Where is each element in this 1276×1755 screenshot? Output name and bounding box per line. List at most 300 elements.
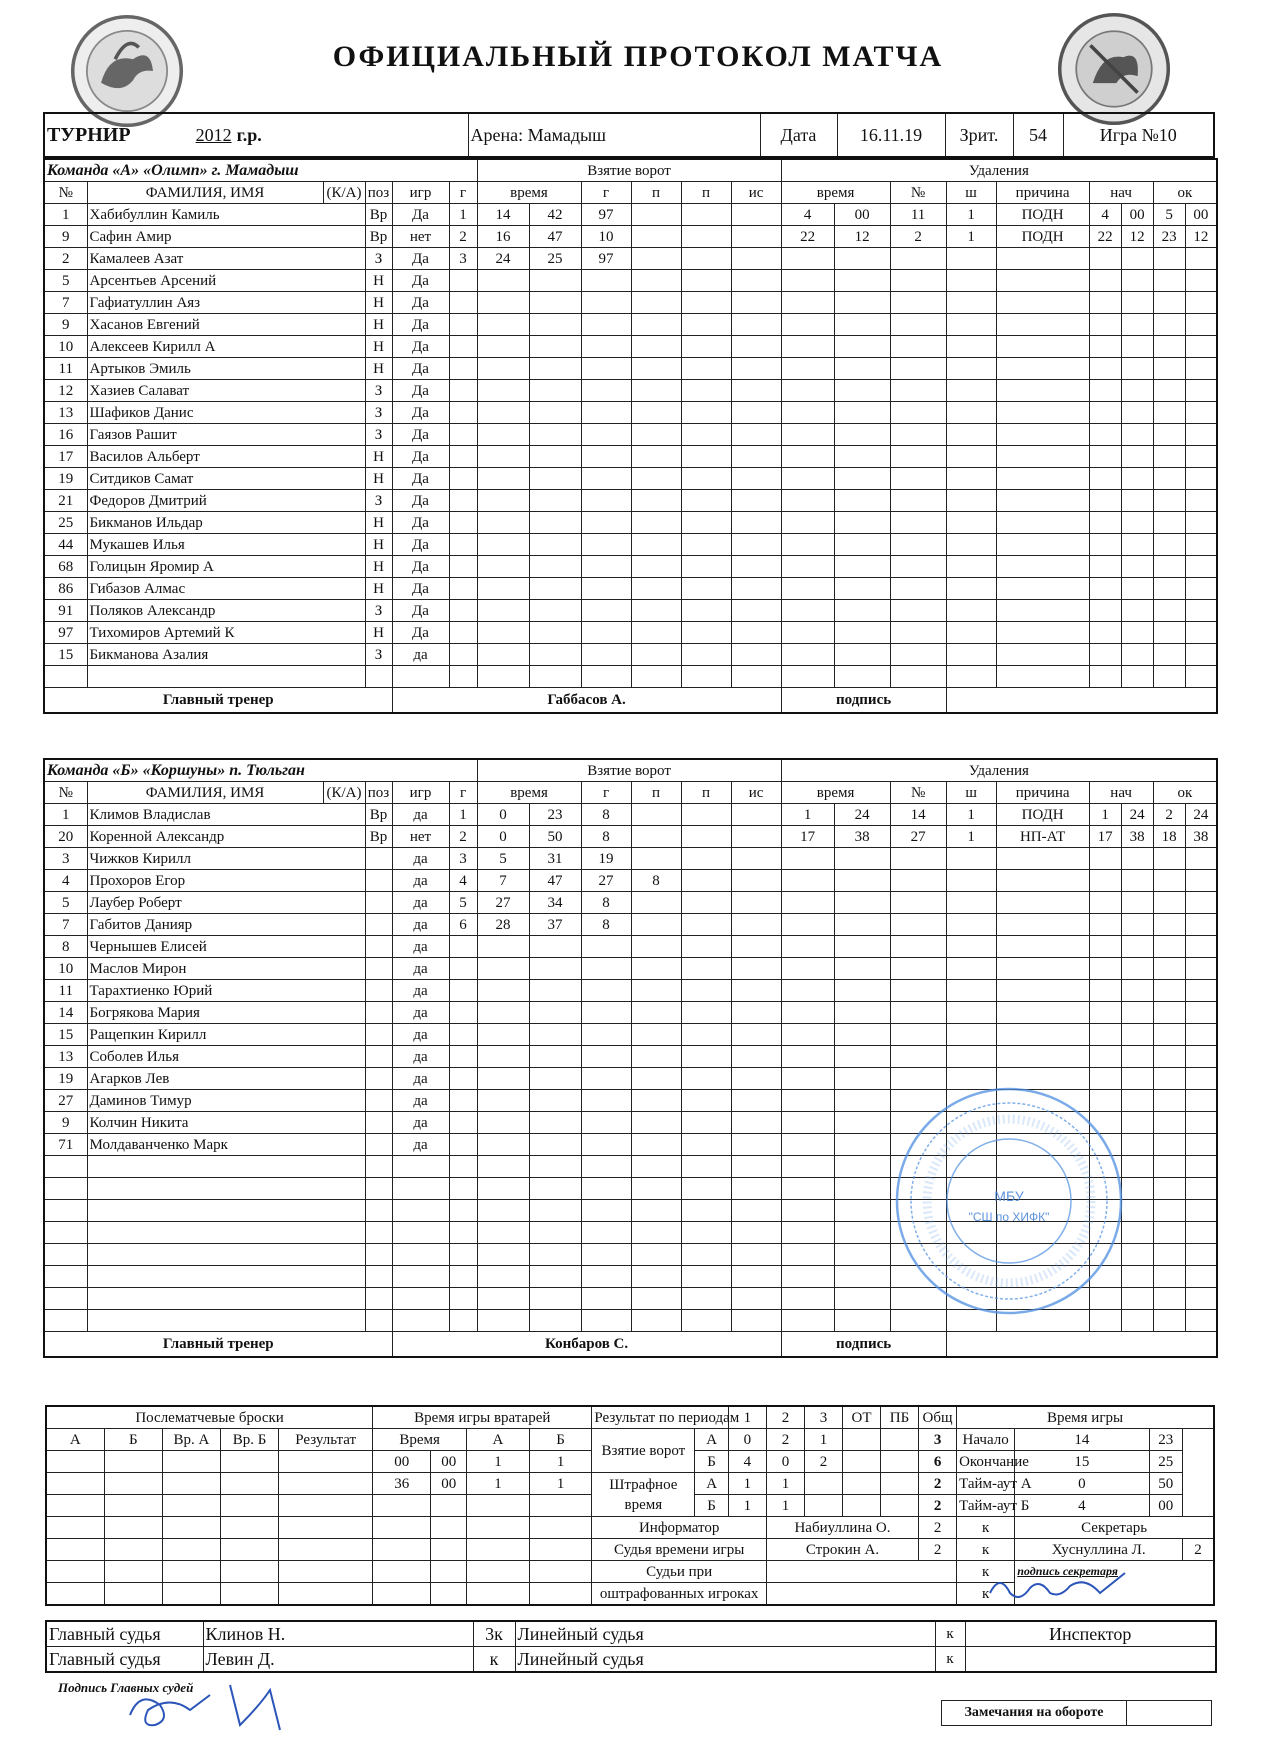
goal-second	[529, 1046, 581, 1068]
shootout-cell	[162, 1495, 220, 1517]
player-number	[44, 666, 87, 688]
main-referee-label-2: Главный судья	[46, 1647, 203, 1673]
goal-second	[529, 380, 581, 402]
shootout-cell	[162, 1473, 220, 1495]
penalty-reason	[996, 666, 1089, 688]
player-played: Да	[392, 204, 449, 226]
player-played: да	[392, 1046, 449, 1068]
goal-situation	[731, 622, 781, 644]
penalty-end-sec	[1185, 848, 1217, 870]
player-played: Да	[392, 622, 449, 644]
goal-second	[529, 666, 581, 688]
goal-assist-1	[631, 534, 681, 556]
player-name: Тарахтиенко Юрий	[87, 980, 365, 1002]
penalty-second	[834, 424, 890, 446]
penalty-end-sec	[1185, 402, 1217, 424]
penalty-start-min	[1089, 534, 1121, 556]
penalty-second	[834, 870, 890, 892]
penalty-end-min	[1153, 358, 1185, 380]
shootout-cell	[104, 1473, 162, 1495]
goal-assist-2	[681, 826, 731, 848]
pim-a-period	[804, 1473, 842, 1495]
teamB-col-col_time: время	[477, 782, 581, 804]
teamA-row	[44, 248, 1217, 270]
penalty-reason	[996, 270, 1089, 292]
goal-scorer	[581, 1068, 631, 1090]
player-number: 9	[44, 226, 87, 248]
teamB-col-col_start: нач	[1089, 782, 1153, 804]
goal-scorer: 97	[581, 248, 631, 270]
player-name: Тихомиров Артемий К	[87, 622, 365, 644]
penalty-end-min	[1153, 848, 1185, 870]
goal-second: 31	[529, 848, 581, 870]
goalie-time-header: Время игры вратарей	[373, 1406, 592, 1429]
date-label: Дата	[760, 113, 837, 157]
goal-minute: 0	[477, 826, 529, 848]
penalty-player	[890, 534, 946, 556]
player-number	[44, 1200, 87, 1222]
penalty-player	[890, 1024, 946, 1046]
penalty-end-min	[1153, 1024, 1185, 1046]
teamB-coach-name: Конбаров С.	[392, 1332, 781, 1358]
goal-assist-2	[681, 1310, 731, 1332]
goal-second: 50	[529, 826, 581, 848]
goal-situation	[731, 512, 781, 534]
penalty-second	[834, 644, 890, 666]
player-name	[87, 1222, 365, 1244]
penalty-start-sec	[1121, 848, 1153, 870]
goal-minute	[477, 1222, 529, 1244]
goal-second	[529, 424, 581, 446]
goal-minute: 14	[477, 204, 529, 226]
penalty-end-sec	[1185, 980, 1217, 1002]
penalty-end-sec	[1185, 424, 1217, 446]
penalty-minutes	[946, 870, 996, 892]
goal-minute	[477, 336, 529, 358]
penalty-reason	[996, 292, 1089, 314]
player-name	[87, 1266, 365, 1288]
teamA-col-col_no: №	[44, 182, 87, 204]
goal-minute	[477, 512, 529, 534]
goal-scorer: 27	[581, 870, 631, 892]
penalty-start-min	[1089, 870, 1121, 892]
teamB-signature-value	[946, 1332, 1217, 1358]
penalty-start-min	[1089, 1002, 1121, 1024]
player-position: Н	[365, 336, 392, 358]
goal-second: 37	[529, 914, 581, 936]
penalty-minutes	[946, 534, 996, 556]
player-played: Да	[392, 534, 449, 556]
player-number: 19	[44, 1068, 87, 1090]
penalty-second	[834, 1112, 890, 1134]
penalty-end-sec	[1185, 578, 1217, 600]
player-number: 15	[44, 644, 87, 666]
penalty-end-sec	[1185, 248, 1217, 270]
goal-scorer	[581, 1156, 631, 1178]
goal-situation	[731, 204, 781, 226]
goal-number	[449, 644, 477, 666]
goal-assist-1	[631, 1288, 681, 1310]
penalty-second	[834, 914, 890, 936]
goal-assist-1	[631, 892, 681, 914]
teamB-penalties-header: Удаления	[781, 759, 1217, 782]
penalty-start-min	[1089, 248, 1121, 270]
player-played: да	[392, 914, 449, 936]
penalty-end-min	[1153, 1090, 1185, 1112]
penalty-end-sec	[1185, 666, 1217, 688]
shootout-cell	[162, 1561, 220, 1583]
goal-minute	[477, 1156, 529, 1178]
penalty-minute	[781, 490, 834, 512]
penalty-minute	[781, 914, 834, 936]
goals-label: Взятие ворот	[592, 1429, 695, 1473]
goal-assist-2	[681, 446, 731, 468]
goal-number	[449, 936, 477, 958]
goal-scorer	[581, 1244, 631, 1266]
penalty-minutes	[946, 1046, 996, 1068]
goal-assist-1	[631, 958, 681, 980]
penalty-second	[834, 512, 890, 534]
spectators-label: Зрит.	[945, 113, 1013, 157]
player-number: 19	[44, 468, 87, 490]
shootout-cell	[221, 1495, 279, 1517]
penalty-end-sec	[1185, 1024, 1217, 1046]
player-played: нет	[392, 826, 449, 848]
penalty-start-min	[1089, 446, 1121, 468]
penalty-end-min	[1153, 600, 1185, 622]
goalie-b	[529, 1517, 592, 1539]
player-played: да	[392, 870, 449, 892]
penalty-start-min	[1089, 622, 1121, 644]
goal-situation	[731, 226, 781, 248]
goal-assist-2	[681, 270, 731, 292]
penalty-start-sec	[1121, 870, 1153, 892]
goal-number	[449, 270, 477, 292]
goal-assist-2	[681, 578, 731, 600]
teamB-col-col_play: игр	[392, 782, 449, 804]
penalty-reason	[996, 556, 1089, 578]
player-number	[44, 1266, 87, 1288]
penalty-start-sec: 38	[1121, 826, 1153, 848]
penalty-end-sec	[1185, 314, 1217, 336]
goal-assist-2	[681, 848, 731, 870]
player-number: 1	[44, 204, 87, 226]
official-stamp	[893, 1085, 1125, 1317]
goal-situation	[731, 380, 781, 402]
penalty-end-min	[1153, 468, 1185, 490]
penalty-end-min	[1153, 892, 1185, 914]
penalty-start-sec	[1121, 358, 1153, 380]
goal-scorer	[581, 270, 631, 292]
player-position: Вр	[365, 826, 392, 848]
player-name: Габитов Данияр	[87, 914, 365, 936]
goal-assist-1	[631, 1244, 681, 1266]
player-name: Гафиатуллин Аяз	[87, 292, 365, 314]
period-1-header: 1	[728, 1406, 766, 1429]
shootout-cell	[162, 1451, 220, 1473]
goal-scorer	[581, 424, 631, 446]
goal-assist-2	[681, 358, 731, 380]
player-name	[87, 1200, 365, 1222]
penalty-minute	[781, 892, 834, 914]
penalty-reason	[996, 622, 1089, 644]
teamA-col-col_pen_no: №	[890, 182, 946, 204]
goal-minute	[477, 556, 529, 578]
goal-assist-2	[681, 424, 731, 446]
player-position	[365, 958, 392, 980]
secretary-sign-label: подпись секретаря	[1015, 1561, 1214, 1606]
goal-situation	[731, 270, 781, 292]
teamB-col-col_pos: поз	[365, 782, 392, 804]
penalty-end-min	[1153, 1266, 1185, 1288]
goal-second	[529, 1068, 581, 1090]
goal-scorer	[581, 1112, 631, 1134]
goal-minute	[477, 1178, 529, 1200]
penalty-judges-label-2: оштрафованных игроках	[592, 1583, 767, 1606]
player-position	[365, 1288, 392, 1310]
teamA-row	[44, 556, 1217, 578]
goal-minute	[477, 534, 529, 556]
shootout-col: А	[46, 1429, 104, 1451]
shootout-cell	[162, 1517, 220, 1539]
goal-second	[529, 358, 581, 380]
teamB-row	[44, 1046, 1217, 1068]
goal-assist-2	[681, 248, 731, 270]
penalty-player: 11	[890, 204, 946, 226]
penalty-minute	[781, 314, 834, 336]
goal-assist-2	[681, 1068, 731, 1090]
goalie-b	[529, 1539, 592, 1561]
penalty-end-sec	[1185, 1046, 1217, 1068]
player-position	[365, 1310, 392, 1332]
goal-situation	[731, 1310, 781, 1332]
player-number: 68	[44, 556, 87, 578]
goalie-a	[467, 1561, 530, 1583]
goal-assist-1	[631, 380, 681, 402]
goal-situation	[731, 1244, 781, 1266]
main-referee-1: Клинов Н.	[203, 1621, 473, 1647]
goal-assist-2	[681, 336, 731, 358]
pim-b-period: 1	[766, 1495, 804, 1517]
shootout-cell	[46, 1451, 104, 1473]
pim-b-period	[842, 1495, 880, 1517]
player-position: Н	[365, 446, 392, 468]
goal-situation	[731, 958, 781, 980]
player-number: 21	[44, 490, 87, 512]
teamA-col-col_g: г	[449, 182, 477, 204]
player-position: Н	[365, 270, 392, 292]
goal-scorer	[581, 1090, 631, 1112]
teamA-coach-label: Главный тренер	[44, 688, 392, 714]
goal-number	[449, 1112, 477, 1134]
teamA-coach-name: Габбасов А.	[392, 688, 781, 714]
goal-minute	[477, 1288, 529, 1310]
player-name: Агарков Лев	[87, 1068, 365, 1090]
goal-scorer	[581, 600, 631, 622]
teamA-col-col_end: ок	[1153, 182, 1217, 204]
goal-minute	[477, 1266, 529, 1288]
penalty-start-min	[1089, 490, 1121, 512]
penalty-second: 00	[834, 204, 890, 226]
teamA-row	[44, 380, 1217, 402]
end-hour: 15	[1015, 1451, 1149, 1473]
goal-scorer: 8	[581, 892, 631, 914]
teamB-title: Команда «Б» «Коршуны» п. Тюльган	[44, 759, 477, 782]
goals-b-period: 4	[728, 1451, 766, 1473]
player-played: да	[392, 644, 449, 666]
goal-scorer	[581, 666, 631, 688]
penalty-reason: ПОДН	[996, 804, 1089, 826]
penalty-end-sec	[1185, 270, 1217, 292]
penalty-second	[834, 1178, 890, 1200]
player-name: Мукашев Илья	[87, 534, 365, 556]
penalty-start-min	[1089, 644, 1121, 666]
shootout-header: Послематчевые броски	[46, 1406, 373, 1429]
goal-number	[449, 1068, 477, 1090]
player-played: да	[392, 848, 449, 870]
player-played: Да	[392, 270, 449, 292]
goal-scorer	[581, 380, 631, 402]
goal-assist-2	[681, 314, 731, 336]
pim-team-b: Б	[695, 1495, 729, 1517]
penalty-reason	[996, 534, 1089, 556]
penalty-end-min	[1153, 1134, 1185, 1156]
penalty-end-sec	[1185, 336, 1217, 358]
teamA-row	[44, 402, 1217, 424]
teamB-goals-header: Взятие ворот	[477, 759, 781, 782]
goal-minute	[477, 600, 529, 622]
penalty-minute	[781, 1068, 834, 1090]
goal-second	[529, 1178, 581, 1200]
player-name: Богрякова Мария	[87, 1002, 365, 1024]
stamp-center-1: МБУ	[994, 1188, 1024, 1204]
penalty-second	[834, 1068, 890, 1090]
penalty-start-min	[1089, 292, 1121, 314]
penalty-reason	[996, 578, 1089, 600]
penalty-reason	[996, 424, 1089, 446]
penalty-minute	[781, 936, 834, 958]
penalty-reason	[996, 358, 1089, 380]
goal-number: 2	[449, 826, 477, 848]
player-played	[392, 1222, 449, 1244]
player-position: Вр	[365, 804, 392, 826]
player-played: Да	[392, 512, 449, 534]
penalty-start-sec	[1121, 1266, 1153, 1288]
player-name: Чернышев Елисей	[87, 936, 365, 958]
goal-situation	[731, 358, 781, 380]
notes-box	[941, 1700, 1212, 1726]
player-played: Да	[392, 556, 449, 578]
penalty-end-min	[1153, 1068, 1185, 1090]
penalty-reason	[996, 1046, 1089, 1068]
goal-number	[449, 358, 477, 380]
penalty-player	[890, 848, 946, 870]
penalty-player	[890, 292, 946, 314]
penalty-reason	[996, 1002, 1089, 1024]
player-position	[365, 1046, 392, 1068]
goal-assist-1	[631, 578, 681, 600]
timekeeper-name: Строкин А.	[766, 1539, 918, 1561]
penalty-minutes	[946, 314, 996, 336]
penalty-judge-1-k: к	[957, 1561, 1015, 1583]
shootout-cell	[221, 1539, 279, 1561]
player-played: Да	[392, 578, 449, 600]
tournament-year-suffix: г.р.	[236, 125, 262, 145]
player-position: Н	[365, 292, 392, 314]
goal-second	[529, 1156, 581, 1178]
teamB-row	[44, 958, 1217, 980]
penalty-start-min: 4	[1089, 204, 1121, 226]
periods-header: Результат по периодам	[592, 1406, 728, 1429]
penalty-second	[834, 1046, 890, 1068]
shootout-cell	[162, 1583, 220, 1606]
penalty-start-sec	[1121, 622, 1153, 644]
informer-category: 2	[919, 1517, 957, 1539]
penalty-start-sec	[1121, 936, 1153, 958]
teamB-col-col_p: п	[631, 782, 681, 804]
teamA-row	[44, 490, 1217, 512]
teamA-col-col_sh: ш	[946, 182, 996, 204]
goal-second	[529, 980, 581, 1002]
penalty-end-min	[1153, 248, 1185, 270]
goal-minute	[477, 1200, 529, 1222]
penalty-minutes	[946, 380, 996, 402]
teamB-row	[44, 804, 1217, 826]
penalty-reason	[996, 314, 1089, 336]
penalty-minutes	[946, 622, 996, 644]
penalty-start-min	[1089, 512, 1121, 534]
player-position	[365, 1068, 392, 1090]
penalty-minute: 1	[781, 804, 834, 826]
goals-b-total: 6	[919, 1451, 957, 1473]
penalty-start-min: 1	[1089, 804, 1121, 826]
penalty-start-min	[1089, 892, 1121, 914]
goal-scorer	[581, 512, 631, 534]
teamA-row	[44, 666, 1217, 688]
player-played: Да	[392, 314, 449, 336]
penalty-minute	[781, 1310, 834, 1332]
player-position	[365, 1024, 392, 1046]
goal-second	[529, 512, 581, 534]
goal-scorer	[581, 1024, 631, 1046]
inspector-label: Инспектор	[965, 1621, 1216, 1647]
penalty-minutes	[946, 1002, 996, 1024]
player-name: Сафин Амир	[87, 226, 365, 248]
main-referees-sign-label: Подпись Главных судей	[58, 1680, 194, 1695]
player-number: 25	[44, 512, 87, 534]
goalie-col-time: Время	[373, 1429, 467, 1451]
goal-assist-2	[681, 936, 731, 958]
goal-assist-1	[631, 936, 681, 958]
penalty-player	[890, 1002, 946, 1024]
player-number	[44, 1244, 87, 1266]
penalty-second	[834, 1222, 890, 1244]
penalty-minutes	[946, 424, 996, 446]
penalty-second: 12	[834, 226, 890, 248]
player-played: Да	[392, 402, 449, 424]
penalty-start-sec	[1121, 556, 1153, 578]
player-number: 97	[44, 622, 87, 644]
penalty-minute	[781, 248, 834, 270]
penalty-end-min	[1153, 534, 1185, 556]
goal-assist-1	[631, 666, 681, 688]
player-name: Гаязов Рашит	[87, 424, 365, 446]
player-position	[365, 870, 392, 892]
player-number	[44, 1156, 87, 1178]
teamA-goals-header: Взятие ворот	[477, 159, 781, 182]
player-position: Н	[365, 534, 392, 556]
goal-assist-2	[681, 402, 731, 424]
